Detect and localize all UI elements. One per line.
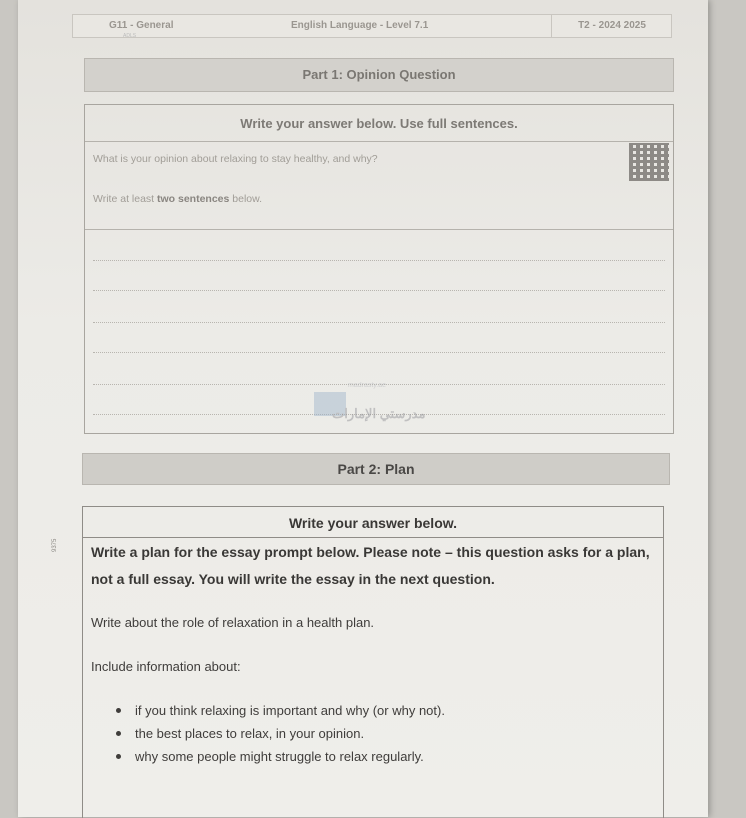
header-course: G11 - General [109,20,174,31]
part1-box-title: Write your answer below. Use full sentences. [85,105,673,142]
bullet-icon [116,731,121,736]
header-term: T2 - 2024 2025 [551,15,672,37]
bullet-icon [116,708,121,713]
part2-answer-box [82,506,664,818]
exam-header [72,14,672,38]
header-course-sub: ADLS [123,33,137,39]
answer-line [93,352,665,353]
answer-line [93,290,665,291]
part2-include-label: Include information about: [91,659,241,674]
part2-bullet-list [113,699,633,768]
part2-box-title: Write your answer below. [83,507,663,538]
part2-heading: Part 2: Plan [82,453,670,485]
answer-line [93,260,665,261]
list-item: why some people might struggle to relax regularly. [113,745,633,768]
qr-code-icon [629,143,669,181]
header-subject: English Language - Level 7.1 [291,20,429,31]
watermark-logo [314,382,444,438]
side-page-code: 9375 [52,538,58,552]
watermark-text: مدرستي الإمارات [332,406,426,421]
answer-line [93,322,665,323]
watermark-sub: madrasty.ae [348,382,386,389]
part2-lead: Write a plan for the essay prompt below. Please note – this question asks for a plan, not a full essay. You will write the essay in the next question. [91,544,650,587]
part2-prompt: Write about the role of relaxation in a health plan. [91,615,375,630]
part1-heading: Part 1: Opinion Question [84,58,674,92]
part1-question: What is your opinion about relaxing to stay healthy, and why? [93,153,378,165]
list-item: the best places to relax, in your opinion. [113,722,633,745]
part1-instruction: Write at least two sentences below. [93,193,263,205]
bullet-icon [116,754,121,759]
list-item: if you think relaxing is important and why (or why not). [113,699,633,722]
